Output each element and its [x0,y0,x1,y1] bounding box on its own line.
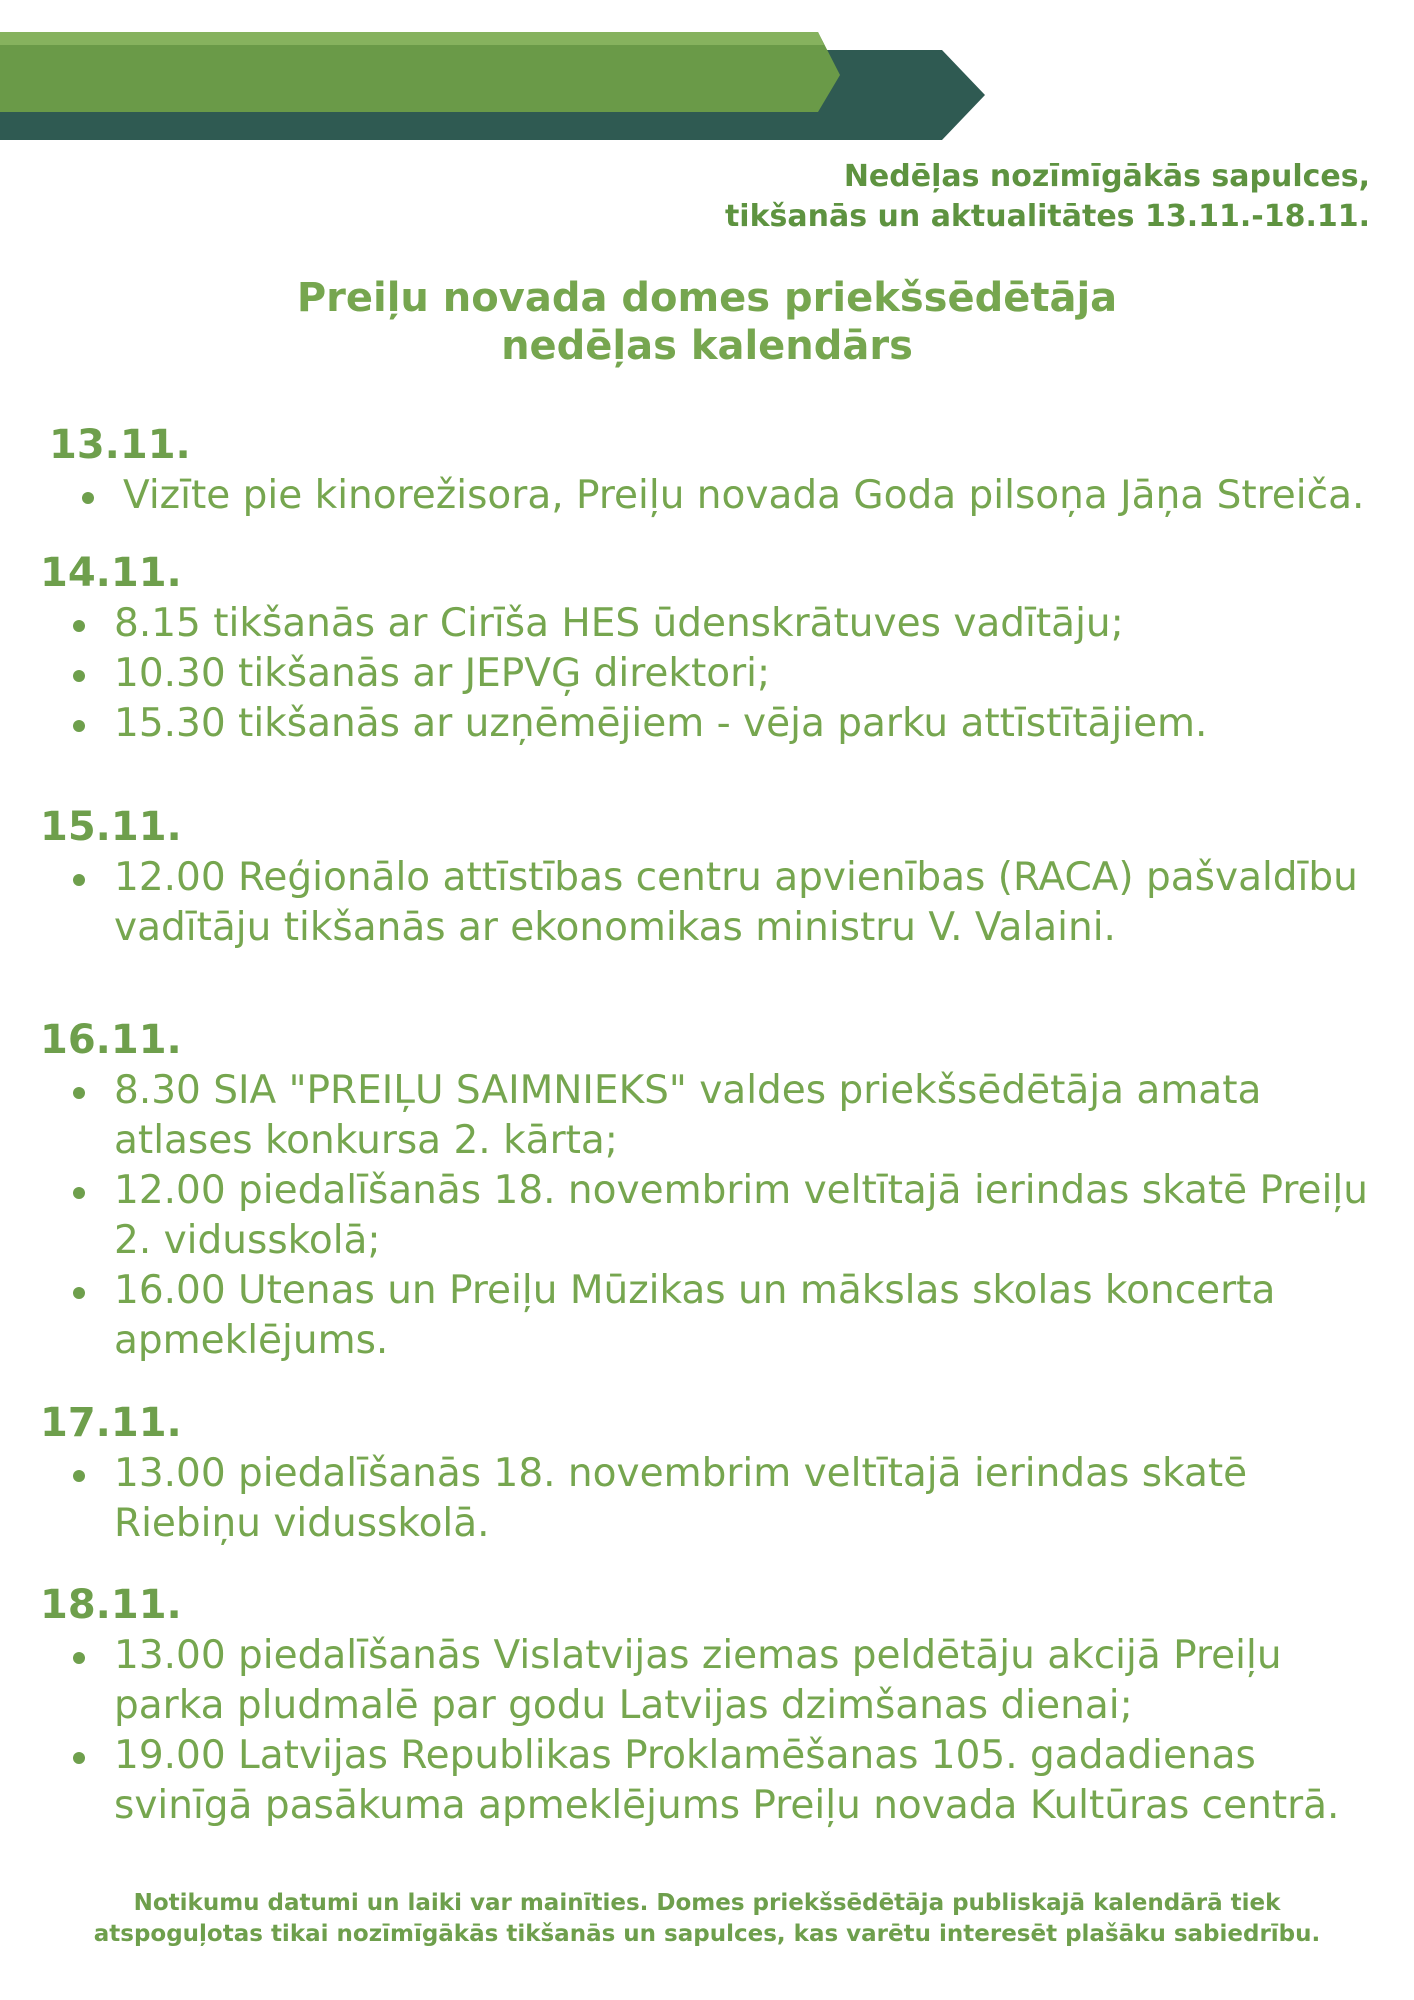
item-text: 15.30 tikšanās ar uzņēmējiem - vēja parku attīstītājiem. [114,701,1208,746]
week-summary-heading [370,157,1370,237]
disclaimer-footer [0,1888,1414,1950]
bullet-icon [73,1087,85,1099]
week-summary-line-1: Nedēļas nozīmīgākās sapulces, [843,159,1370,194]
item-text: 19.00 Latvijas Republikas Proklamēšanas 105. gadadienas svinīgā pasākuma apmeklējums Preiļu novada Kultūras centrā. [114,1733,1340,1828]
day-date: 16.11. [40,1017,182,1063]
item-text: 13.00 piedalīšanās Vislatvijas ziemas peldētāju akcijā Preiļu parka pludmalē par godu Latvijas dzimšanas dienai; [114,1633,1282,1728]
item-text: 12.00 Reģionālo attīstības centru apvienības (RACA) pašvaldību vadītāju tikšanās ar ekonomikas ministru V. Valaini. [114,855,1358,950]
disclaimer-line-1: Notikumu datumi un laiki var mainīties. Domes priekšsēdētāja publiskajā kalendārā tiek [133,1890,1281,1916]
day-date: 17.11. [40,1400,182,1446]
banner-green-highlight [0,32,824,45]
page-title-line-1: Preiļu novada domes priekšsēdētāja [296,275,1118,321]
item-text: 10.30 tikšanās ar JEPVĢ direktori; [114,651,771,696]
bullet-icon [82,492,94,504]
week-summary-line-2: tikšanās un aktualitātes 13.11.-18.11. [724,199,1370,234]
bullet-icon [73,1187,85,1199]
item-text: 13.00 piedalīšanās 18. novembrim veltītajā ierindas skatē Riebiņu vidusskolā. [114,1451,1248,1546]
disclaimer-line-2: atspoguļotas tikai nozīmīgākās tikšanās un sapulces, kas varētu interesēt plašāku sabiedrību. [93,1921,1321,1947]
day-date: 18.11. [40,1582,182,1628]
item-text: 12.00 piedalīšanās 18. novembrim veltītajā ierindas skatē Preiļu 2. vidusskolā; [114,1168,1368,1263]
item-text: Vizīte pie kinorežisora, Preiļu novada Goda pilsoņa Jāņa Streiča. [123,473,1365,518]
bullet-icon [73,670,85,682]
day-date: 13.11. [49,422,191,468]
bullet-icon [73,1752,85,1764]
bullet-icon [73,1652,85,1664]
item-text: 16.00 Utenas un Preiļu Mūzikas un mākslas skolas koncerta apmeklējums. [114,1268,1276,1363]
page-title [0,274,1414,370]
bullet-icon [73,620,85,632]
day-date: 14.11. [40,550,182,596]
bullet-icon [73,1287,85,1299]
bullet-icon [73,720,85,732]
page-title-line-2: nedēļas kalendārs [501,323,913,369]
item-text: 8.15 tikšanās ar Cirīša HES ūdenskrātuves vadītāju; [114,601,1124,646]
bullet-icon [73,874,85,886]
day-date: 15.11. [40,804,182,850]
item-text: 8.30 SIA "PREIĻU SAIMNIEKS" valdes priekšsēdētāja amata atlases konkursa 2. kārta; [114,1068,1262,1163]
header-banner [0,0,1414,150]
bullet-icon [73,1470,85,1482]
